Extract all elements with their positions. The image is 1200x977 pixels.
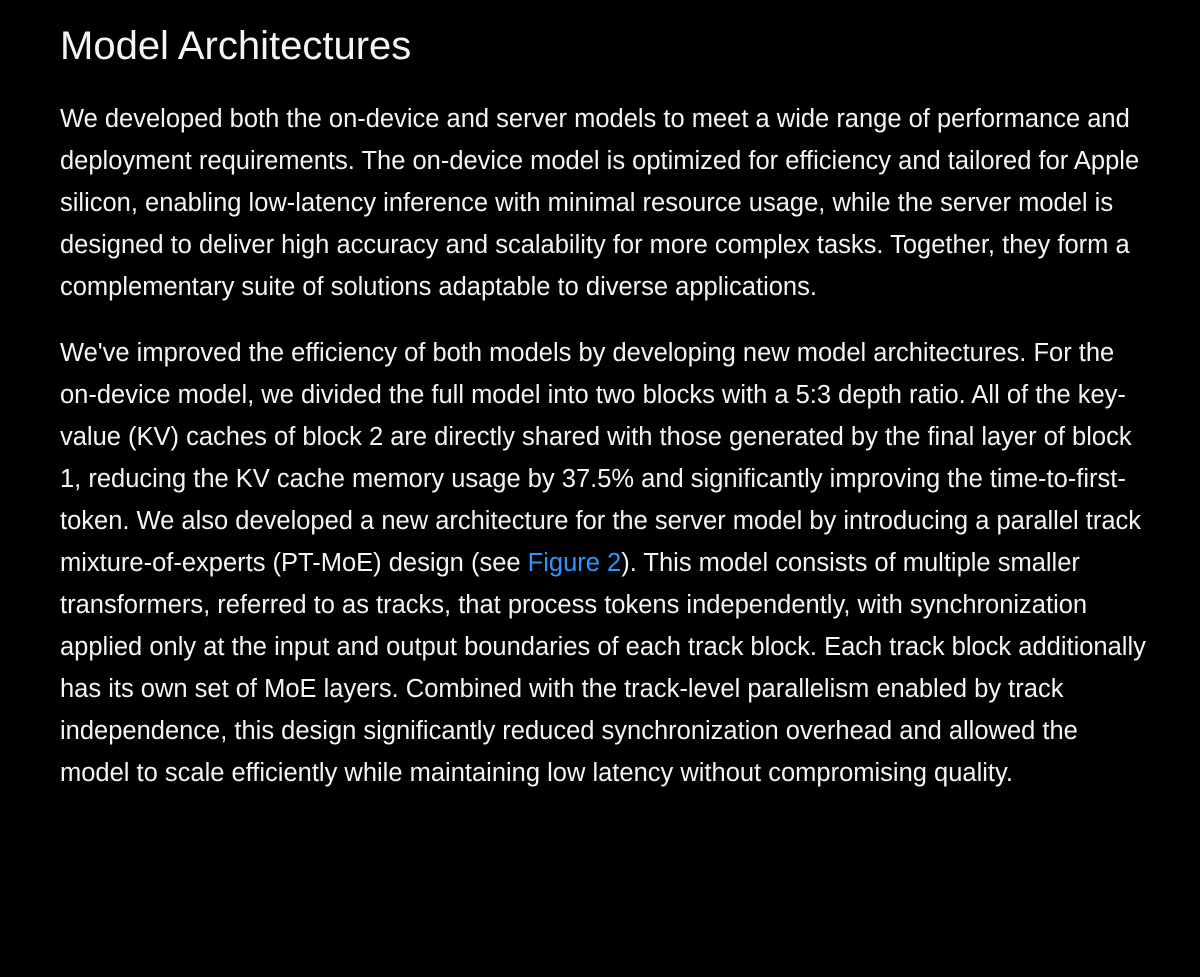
paragraph-1: We developed both the on-device and server models to meet a wide range of performance and deployment requirements. The on-device model is optimized for efficiency and tailored for Apple silicon, enabling low-latency inference with minimal resource usage, while the server model is designed to deliver high accuracy and scalability for more complex tasks. Together, they form a complementary suite of solutions adaptable to diverse applications.: [60, 105, 1140, 301]
article: [60, 18, 1150, 794]
section-heading: Model Architectures: [60, 24, 412, 68]
figure-2-link[interactable]: Figure 2: [527, 549, 622, 577]
paragraph-2-text-after-link: ). This model consists of multiple smaller transformers, referred to as tracks, that process tokens independently, with synchronization applied only at the input and output boundaries of each track block. Each track block additionally has its own set of MoE layers. Combined with the track-level parallelism enabled by track independence, this design significantly reduced synchronization overhead and allowed the model to scale efficiently while maintaining low latency without compromising quality.: [60, 549, 1146, 787]
paragraph-2-text-before-link: We've improved the efficiency of both models by developing new model architectures. For the on-device model, we divided the full model into two blocks with a 5:3 depth ratio. All of the key-value (KV) caches of block 2 are directly shared with those generated by the final layer of block 1, reducing the KV cache memory usage by 37.5% and significantly improving the time-to-first-token. We also developed a new architecture for the server model by introducing a parallel track mixture-of-experts (PT-MoE) design (see: [60, 339, 1142, 577]
paragraph-2: [60, 332, 1150, 794]
